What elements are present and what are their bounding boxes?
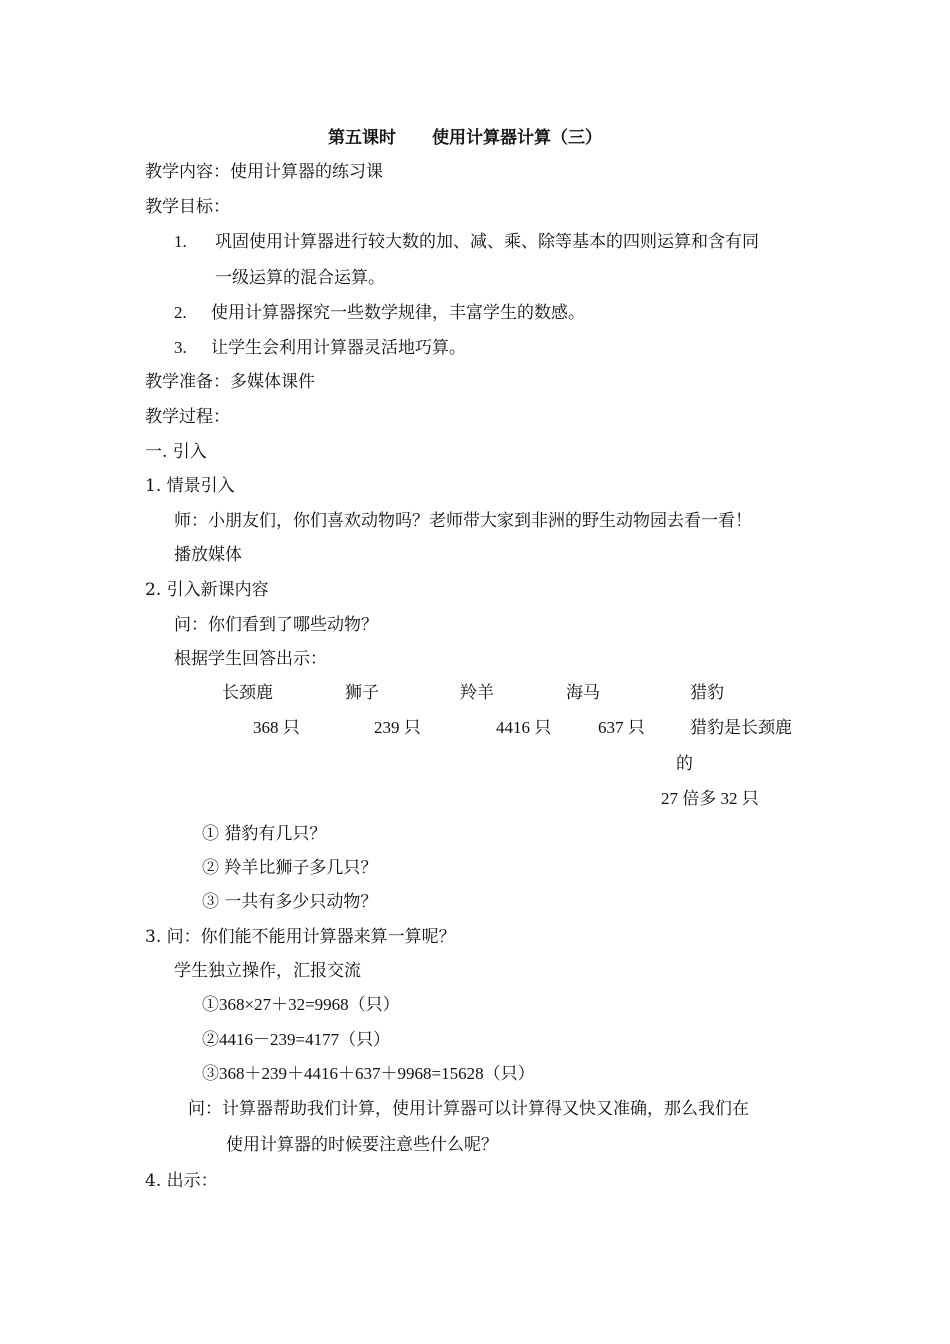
step2-question: 问：你们看到了哪些动物？ (174, 615, 378, 635)
title-lesson-number: 第五课时 (328, 128, 396, 148)
animal-count-giraffe: 368 只 (253, 718, 300, 737)
step3-report: 学生独立操作，汇报交流 (174, 961, 361, 981)
step3-followup: 问：计算器帮助我们计算，使用计算器可以计算得又快又准确，那么我们在 (188, 1099, 749, 1119)
objective-1-text: 巩固使用计算器进行较大数的加、减、乘、除等基本的四则运算和含有同 (215, 232, 759, 252)
objective-2-text: 使用计算器探究一些数学规律，丰富学生的数感。 (211, 303, 585, 323)
cheetah-description-line2: 的 (676, 754, 693, 774)
objective-1-number: 1. (174, 232, 187, 251)
cheetah-description-line3: 27 倍多 32 只 (661, 789, 759, 808)
answer-1: ①368×27＋32=9968（只） (202, 995, 400, 1014)
question-2: ② 羚羊比狮子多几只？ (202, 858, 378, 878)
objectives-heading: 教学目标： (145, 197, 230, 217)
step3-heading: 3. 问：你们能不能用计算器来算一算呢？ (145, 927, 456, 947)
cheetah-description-line1: 猎豹是长颈鹿 (690, 718, 792, 738)
step4-heading: 4. 出示： (145, 1171, 218, 1191)
answer-2: ②4416－239=4177（只） (202, 1030, 391, 1049)
step1-teacher-line: 师：小朋友们，你们喜欢动物吗？老师带大家到非洲的野生动物园去看一看！ (174, 511, 752, 531)
step2-show-line: 根据学生回答出示： (174, 649, 327, 669)
animal-name-giraffe: 长颈鹿 (222, 683, 273, 703)
objective-3-text: 让学生会利用计算器灵活地巧算。 (211, 338, 466, 358)
objective-1-continued: 一级运算的混合运算。 (215, 268, 385, 288)
step1-heading: 1. 情景引入 (145, 476, 235, 496)
objective-3-number: 3. (174, 338, 187, 357)
section-introduction: 一. 引入 (145, 442, 207, 462)
animal-count-hippocampus: 637 只 (598, 718, 645, 737)
question-3: ③ 一共有多少只动物？ (202, 892, 378, 912)
answer-3: ③368＋239＋4416＋637＋9968=15628（只） (202, 1064, 535, 1083)
step2-heading: 2. 引入新课内容 (145, 580, 269, 600)
title-lesson-topic: 使用计算器计算（三） (432, 128, 602, 148)
animal-name-lion: 狮子 (345, 683, 379, 703)
animal-count-antelope: 4416 只 (496, 718, 552, 737)
objective-2-number: 2. (174, 303, 187, 322)
step3-followup-continued: 使用计算器的时候要注意些什么呢？ (226, 1135, 498, 1155)
process-heading: 教学过程： (145, 407, 230, 427)
animal-name-cheetah: 猎豹 (690, 683, 724, 703)
teaching-content: 教学内容：使用计算器的练习课 (145, 162, 383, 182)
teaching-preparation: 教学准备：多媒体课件 (145, 372, 315, 392)
question-1: ① 猎豹有几只？ (202, 824, 327, 844)
step1-media-line: 播放媒体 (174, 545, 242, 565)
animal-name-hippocampus: 海马 (566, 683, 600, 703)
animal-count-lion: 239 只 (374, 718, 421, 737)
animal-name-antelope: 羚羊 (460, 683, 494, 703)
